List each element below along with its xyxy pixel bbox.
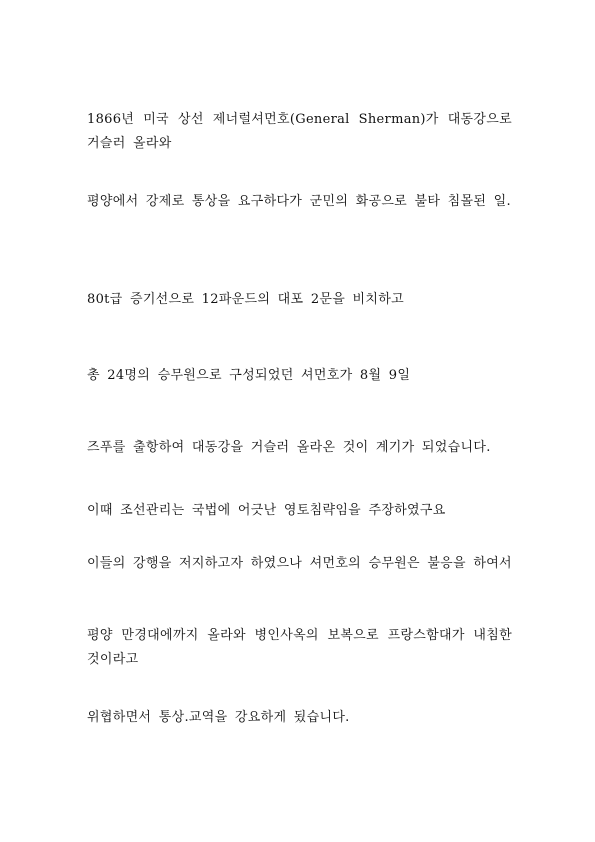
paragraph-crew-count: 총 24명의 승무원으로 구성되었던 셔먼호가 8월 9일 xyxy=(87,368,411,383)
paragraph-trade-demand: 위협하면서 통상.교역을 강요하게 됬습니다. xyxy=(87,710,350,725)
paragraph-crew-refusal: 이들의 강행을 저지하고자 하였으나 셔먼호의 승무원은 불응을 하여서 xyxy=(87,556,512,571)
paragraph-ship-armament: 80t급 증기선으로 12파운드의 대포 2문을 비치하고 xyxy=(87,292,404,307)
paragraph-departure: 즈푸를 출항하여 대동강을 거슬러 올라온 것이 계기가 되었습니다. xyxy=(87,440,491,455)
paragraph-mangyongdae: 평양 만경대에까지 올라와 병인사옥의 보복으로 프랑스함대가 내침한 것이라고 xyxy=(87,628,512,667)
paragraph-pyongyang-sinking: 평양에서 강제로 통상을 요구하다가 군민의 화공으로 불타 침몰된 일. xyxy=(87,194,511,209)
paragraph-general-sherman-intro: 1866년 미국 상선 제너럴셔먼호(General Sherman)가 대동강으로 거슬러 올라와 xyxy=(87,112,512,151)
paragraph-joseon-officials: 이때 조선관리는 국법에 어긋난 영토침략임을 주장하였구요 xyxy=(87,503,446,518)
